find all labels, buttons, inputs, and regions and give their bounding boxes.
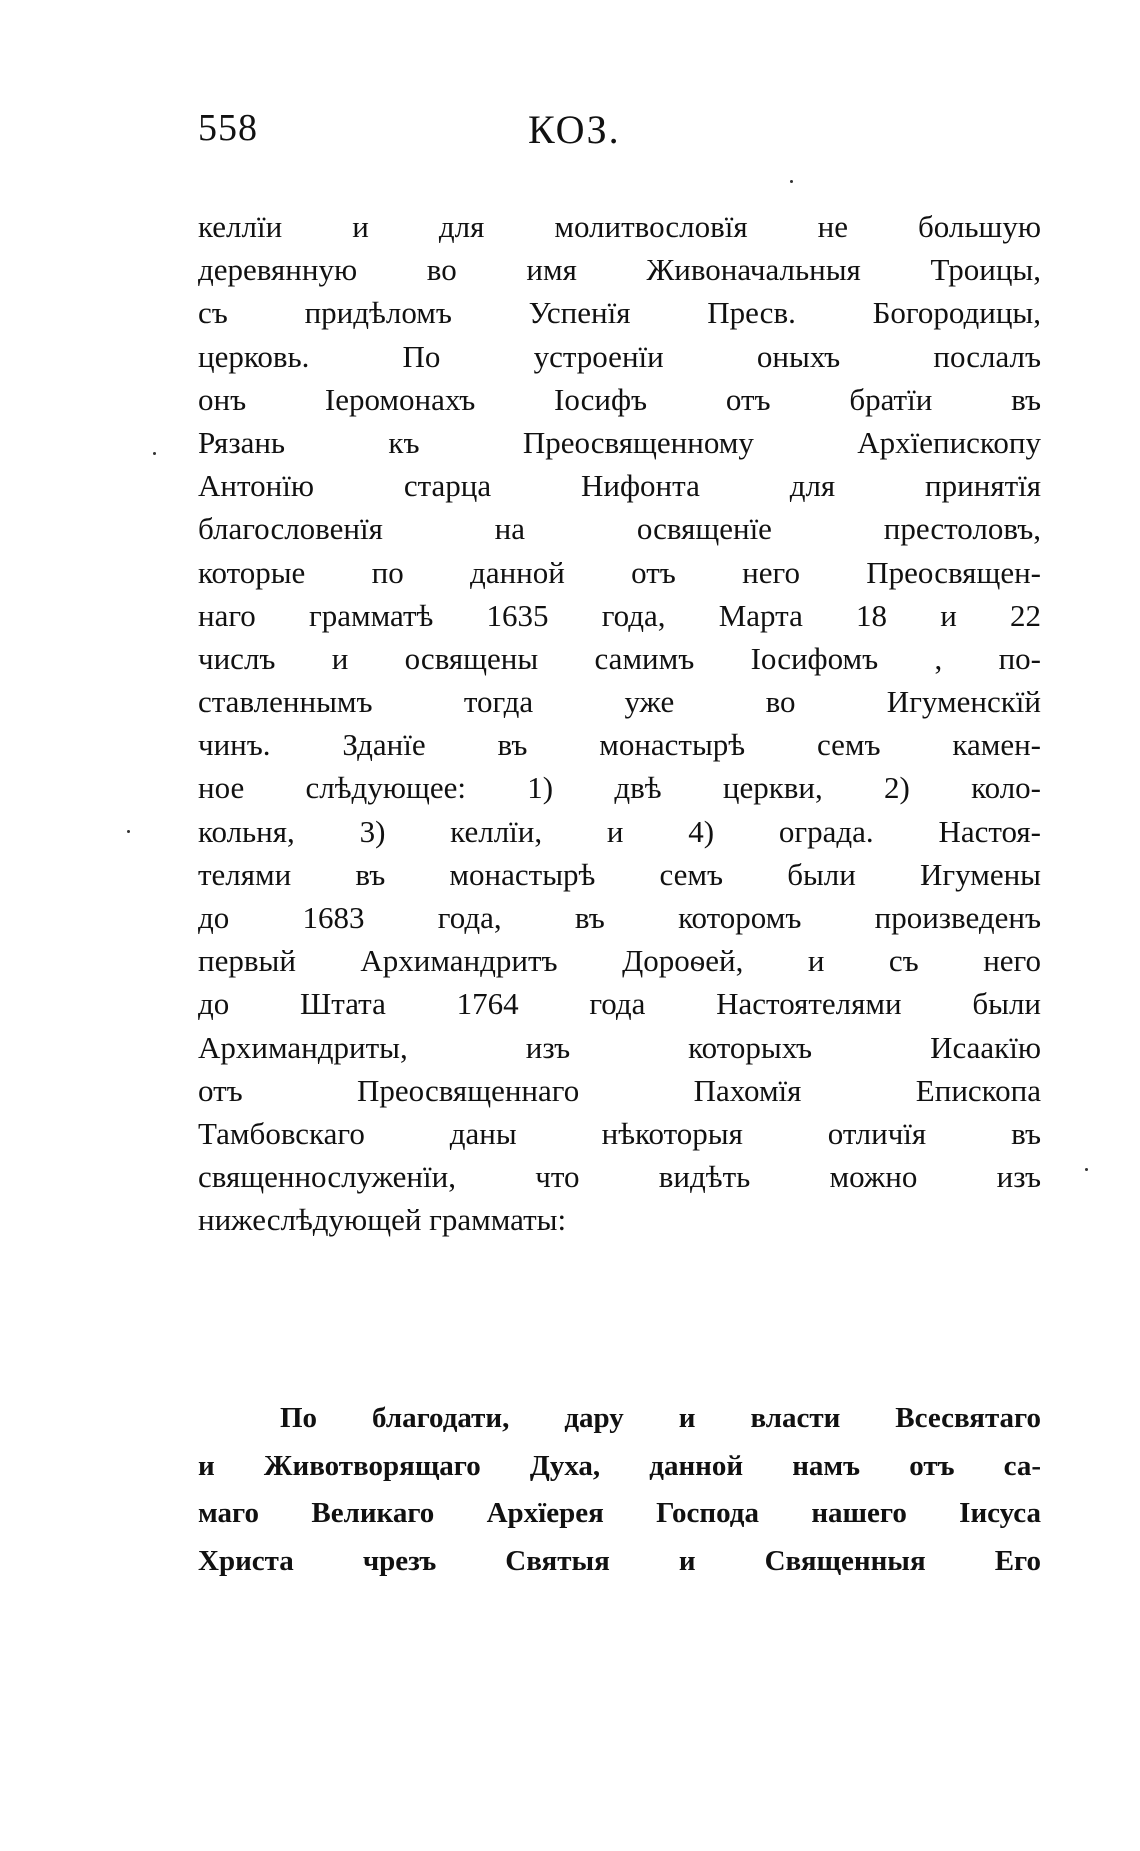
text-line: Тамбовскаго даны нѣкоторыя отличїя въ: [198, 1115, 1041, 1151]
text-line: онъ Іеромонахъ Іосифъ отъ братїи въ: [198, 381, 1041, 417]
text-line: съ придѣломъ Успенїя Пресв. Богородицы,: [198, 295, 1041, 331]
text-line: отъ Преосвященнаго Пахомїя Епископа: [198, 1072, 1041, 1108]
text-line: священнослуженїи, что видѣть можно изъ: [198, 1159, 1041, 1195]
text-line: чинъ. Зданїе въ монастырѣ семъ камен-: [198, 727, 1041, 763]
charter-line: Христа чрезъ Святыя и Священныя Его: [198, 1544, 1041, 1577]
text-line: которые по данной отъ него Преосвящен-: [198, 554, 1041, 590]
text-line: нижеслѣдующей грамматы:: [198, 1202, 567, 1238]
charter-line: маго Великаго Архїерея Господа нашего Іисуса: [198, 1497, 1041, 1529]
text-line: ставленнымъ тогда уже во Игуменскїй: [198, 684, 1041, 720]
text-line: кольня, 3) келлїи, и 4) ограда. Настоя-: [198, 813, 1041, 849]
body-text: [198, 205, 1041, 1242]
print-speck: [153, 452, 156, 455]
running-head: КОЗ.: [528, 107, 621, 152]
text-line: благословенїя на освященїе престоловъ,: [198, 511, 1041, 547]
text-line: ное слѣдующее: 1) двѣ церкви, 2) коло-: [198, 770, 1041, 806]
page-header: [198, 106, 1041, 166]
text-line: келлїи и для молитвословїя не большую: [198, 209, 1041, 244]
text-line: до Штата 1764 года Настоятелями были: [198, 986, 1041, 1022]
text-line: Архимандриты, изъ которыхъ Исаакїю: [198, 1029, 1041, 1065]
text-line: Рязань къ Преосвященному Архїепископу: [198, 424, 1041, 460]
print-speck: [127, 830, 130, 833]
charter-line: По благодати, дару и власти Всесвятаго: [280, 1402, 1041, 1434]
charter-line: и Животворящаго Духа, данной намъ отъ са-: [198, 1449, 1041, 1482]
text-line: до 1683 года, въ которомъ произведенъ: [198, 900, 1041, 935]
text-line: деревянную во имя Живоначальныя Троицы,: [198, 252, 1041, 288]
text-line: церковь. По устроенїи оныхъ послалъ: [198, 338, 1041, 374]
charter-text: [198, 1395, 1041, 1585]
text-line: наго грамматѣ 1635 года, Марта 18 и 22: [198, 597, 1041, 633]
text-line: Антонїю старца Нифонта для принятїя: [198, 468, 1041, 504]
print-speck: [1085, 1168, 1088, 1171]
text-line: телями въ монастырѣ семъ были Игумены: [198, 856, 1041, 892]
print-speck: [790, 180, 793, 183]
text-line: числъ и освящены самимъ Іосифомъ , по-: [198, 640, 1041, 676]
text-line: первый Архимандритъ Дороѳей, и съ него: [198, 943, 1041, 979]
page-number: 558: [198, 107, 258, 149]
